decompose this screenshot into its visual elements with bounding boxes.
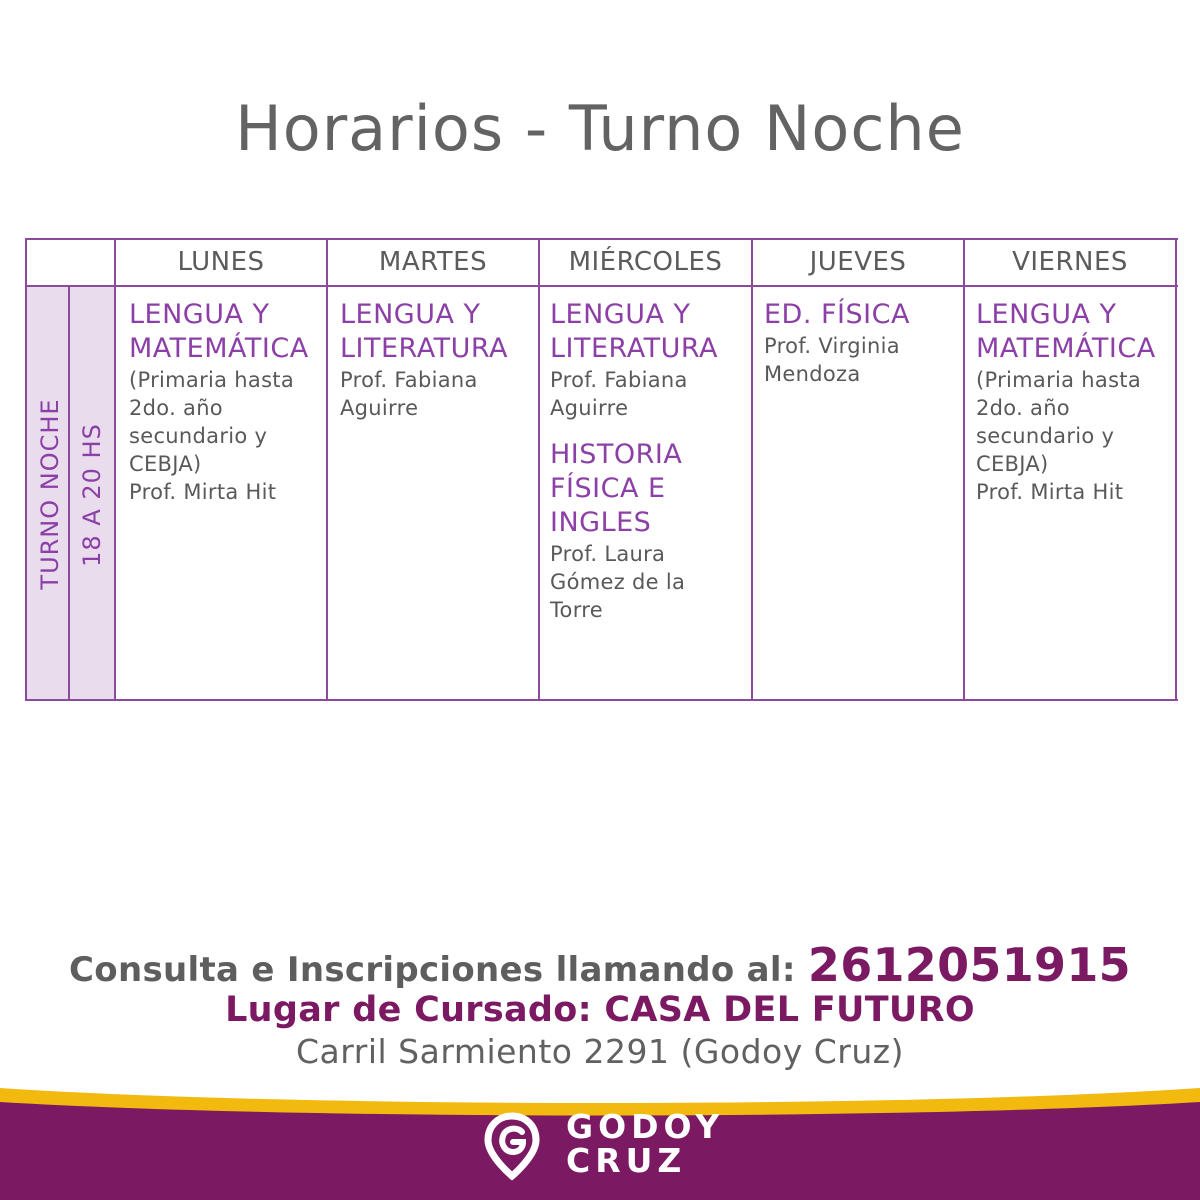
day-header-lunes: LUNES — [177, 247, 265, 277]
brand-wordmark — [566, 1107, 725, 1180]
column-divider — [751, 238, 753, 701]
address-line: Carril Sarmiento 2291 (Godoy Cruz) — [296, 1032, 904, 1071]
column-divider — [114, 238, 116, 701]
subject-title: LENGUA Y MATEMÁTICA — [129, 299, 309, 364]
subject-title: LENGUA Y LITERATURA — [550, 299, 718, 364]
column-divider — [538, 238, 540, 701]
godoy-cruz-pin-icon — [484, 1112, 554, 1182]
subject-title: LENGUA Y MATEMÁTICA — [976, 299, 1156, 364]
hours-label: 18 A 20 HS — [78, 423, 106, 567]
cell-jueves — [764, 298, 960, 388]
cell-viernes — [976, 298, 1174, 506]
subject-title-second: HISTORIA FÍSICA E INGLES — [550, 439, 683, 538]
table-border-bottom — [25, 699, 1178, 701]
header-divider — [25, 285, 1178, 287]
subject-details-second: Prof. Laura Gómez de la Torre — [550, 542, 686, 622]
phone-number: 2612051915 — [807, 938, 1131, 992]
cell-lunes — [129, 298, 325, 506]
venue-line: Lugar de Cursado: CASA DEL FUTURO — [225, 990, 975, 1030]
table-border-left — [25, 238, 27, 701]
page-title: Horarios - Turno Noche — [235, 92, 965, 165]
side-divider — [68, 285, 70, 701]
column-divider — [326, 238, 328, 701]
contact-label: Consulta e Inscripciones llamando al: — [69, 950, 808, 990]
day-header-martes: MARTES — [378, 247, 488, 277]
subject-details: Prof. Fabiana Aguirre — [340, 368, 478, 420]
brand-line-1: GODOY — [566, 1107, 725, 1146]
subject-details: (Primaria hasta 2do. año secundario y CEBJA) Prof. Mirta Hit — [129, 368, 295, 504]
subject-details: Prof. Virginia Mendoza — [764, 334, 900, 386]
day-header-jueves: JUEVES — [809, 247, 907, 277]
contact-line — [0, 938, 1200, 992]
subject-title: LENGUA Y LITERATURA — [340, 299, 508, 364]
cell-martes — [340, 298, 536, 422]
day-header-miercoles: MIÉRCOLES — [568, 247, 723, 277]
brand-line-2: CRUZ — [566, 1141, 687, 1180]
day-header-viernes: VIERNES — [1012, 247, 1128, 277]
cell-miercoles — [550, 298, 748, 624]
subject-details: Prof. Fabiana Aguirre — [550, 368, 688, 420]
table-border-right — [1175, 238, 1177, 701]
shift-label: TURNO NOCHE — [36, 398, 64, 590]
subject-details: (Primaria hasta 2do. año secundario y CEBJA) Prof. Mirta Hit — [976, 368, 1142, 504]
column-divider — [963, 238, 965, 701]
subject-title: ED. FÍSICA — [764, 299, 910, 330]
